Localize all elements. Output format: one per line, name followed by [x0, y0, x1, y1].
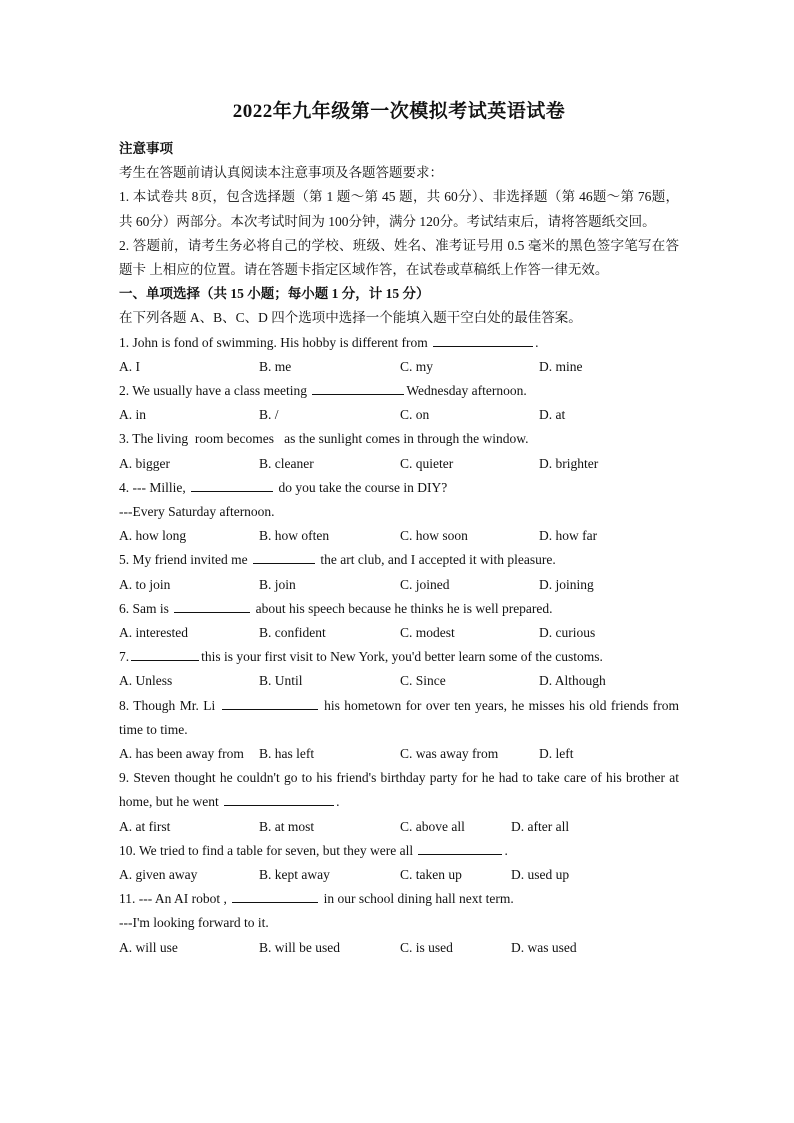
question-text: in our school dining hall next term. — [323, 891, 514, 907]
question-text: 10. We tried to find a table for seven, but they were all — [119, 842, 414, 858]
question-5 — [119, 548, 679, 572]
options-3 — [119, 452, 679, 476]
option-c: C. modest — [400, 624, 455, 640]
option-a: A. how long — [119, 528, 187, 544]
option-b: B. join — [259, 576, 296, 592]
option-c: C. my — [400, 358, 434, 374]
question-text: about his speech because he thinks he is well prepared. — [255, 600, 553, 616]
answer-blank — [232, 888, 318, 903]
answer-blank — [191, 477, 273, 492]
answer-blank — [433, 332, 533, 347]
question-text: 8. Though Mr. Li — [119, 697, 216, 713]
notice-item-2: 2. 答题前，请考生务必将自己的学校、班级、姓名、准考证号用 0.5 毫米的黑色签字笔写在答题卡 上相应的位置。请在答题卡指定区域作答，在试卷或草稿纸上作答一律无效。 — [119, 237, 679, 278]
option-c: C. Since — [400, 673, 446, 689]
option-d: D. curious — [539, 624, 596, 640]
answer-blank — [222, 695, 318, 710]
question-text: . — [535, 334, 539, 350]
option-a: A. has been away from — [119, 745, 244, 761]
option-a: A. at first — [119, 818, 171, 834]
option-b: B. will be used — [259, 939, 340, 955]
question-10 — [119, 839, 679, 863]
options-11 — [119, 936, 679, 960]
question-1 — [119, 331, 679, 355]
question-text: 9. Steven thought he couldn't go to his friend's birthday party for he had to take care of his brother at home, but he went — [119, 770, 679, 810]
option-a: A. Unless — [119, 673, 173, 689]
notice-item-1: 1. 本试卷共 8页，包含选择题（第 1 题～第 45 题，共 60分）、非选择题（第 46题～第 76题，共 60分）两部分。本次考试时间为 100分钟，满分 120分。考试结束后，请将答题纸交回。 — [119, 189, 679, 229]
options-9 — [119, 815, 679, 839]
option-c: C. taken up — [400, 866, 462, 882]
option-b: B. confident — [259, 624, 326, 640]
question-text: 7. — [119, 649, 130, 665]
option-a: A. I — [119, 358, 140, 374]
answer-blank — [131, 646, 199, 661]
answer-blank — [418, 840, 502, 855]
question-7 — [119, 645, 679, 669]
options-7 — [119, 669, 679, 693]
question-text: the art club, and I accepted it with pleasure. — [320, 552, 556, 568]
question-text: his hometown for over ten years, he misses his old friends from time to time. — [119, 697, 680, 737]
question-4 — [119, 476, 679, 500]
question-11-reply: ---I'm looking forward to it. — [119, 915, 269, 931]
question-text: 1. John is fond of swimming. His hobby is different from — [119, 334, 428, 350]
option-d: D. Although — [539, 673, 606, 689]
option-b: B. cleaner — [259, 455, 314, 471]
option-a: A. bigger — [119, 455, 170, 471]
option-c: C. quieter — [400, 455, 454, 471]
question-text: 5. My friend invited me — [119, 552, 248, 568]
answer-blank — [312, 380, 404, 395]
option-a: A. in — [119, 407, 146, 423]
option-c: C. joined — [400, 576, 450, 592]
options-10 — [119, 863, 679, 887]
question-3: 3. The living room becomes as the sunlight comes in through the window. — [119, 431, 529, 447]
question-text: Wednesday afternoon. — [406, 383, 527, 399]
option-a: A. interested — [119, 624, 188, 640]
question-text: 4. --- Millie, — [119, 479, 186, 495]
option-c: C. is used — [400, 939, 453, 955]
options-8 — [119, 742, 679, 766]
options-5 — [119, 573, 679, 597]
answer-blank — [253, 549, 315, 564]
option-c: C. above all — [400, 818, 465, 834]
notice-heading: 注意事项 — [119, 141, 173, 156]
option-b: B. Until — [259, 673, 303, 689]
question-9 — [119, 766, 679, 814]
answer-blank — [224, 791, 334, 806]
option-b: B. me — [259, 358, 292, 374]
option-d: D. left — [539, 745, 574, 761]
options-2 — [119, 403, 679, 427]
option-c: C. on — [400, 407, 430, 423]
question-text: . — [336, 794, 340, 810]
options-4 — [119, 524, 679, 548]
option-a: A. given away — [119, 866, 198, 882]
section-instruction: 在下列各题 A、B、C、D 四个选项中选择一个能填入题干空白处的最佳答案。 — [119, 310, 582, 326]
option-b: B. how often — [259, 528, 330, 544]
option-c: C. how soon — [400, 528, 468, 544]
section-heading: 一、单项选择（共 15 小题；每小题 1 分，计 15 分） — [119, 286, 430, 302]
option-d: D. mine — [539, 358, 583, 374]
question-text: 6. Sam is — [119, 600, 169, 616]
question-text: 11. --- An AI robot , — [119, 891, 227, 907]
question-6 — [119, 597, 679, 621]
question-2 — [119, 379, 679, 403]
exam-page — [119, 96, 679, 960]
option-c: C. was away from — [400, 745, 499, 761]
option-b: B. kept away — [259, 866, 330, 882]
question-8 — [119, 694, 679, 742]
question-4-reply: ---Every Saturday afternoon. — [119, 504, 275, 519]
option-a: A. will use — [119, 939, 178, 955]
options-1 — [119, 355, 679, 379]
option-b: B. has left — [259, 745, 315, 761]
question-text: 2. We usually have a class meeting — [119, 383, 307, 399]
option-b: B. / — [259, 407, 279, 423]
question-text: . — [504, 842, 508, 858]
exam-title: 2022年九年级第一次模拟考试英语试卷 — [232, 101, 566, 122]
option-d: D. at — [539, 407, 566, 423]
question-text: this is your first visit to New York, you'd better learn some of the customs. — [201, 649, 603, 665]
option-d: D. brighter — [539, 455, 599, 471]
option-d: D. was used — [511, 939, 577, 955]
option-a: A. to join — [119, 576, 171, 592]
question-text: do you take the course in DIY? — [278, 479, 448, 495]
answer-blank — [174, 598, 250, 613]
option-d: D. how far — [539, 528, 598, 544]
option-d: D. used up — [511, 866, 570, 882]
notice-intro: 考生在答题前请认真阅读本注意事项及各题答题要求： — [119, 165, 443, 181]
option-b: B. at most — [259, 818, 315, 834]
option-d: D. joining — [539, 576, 594, 592]
option-d: D. after all — [511, 818, 570, 834]
options-6 — [119, 621, 679, 645]
question-11 — [119, 887, 679, 911]
